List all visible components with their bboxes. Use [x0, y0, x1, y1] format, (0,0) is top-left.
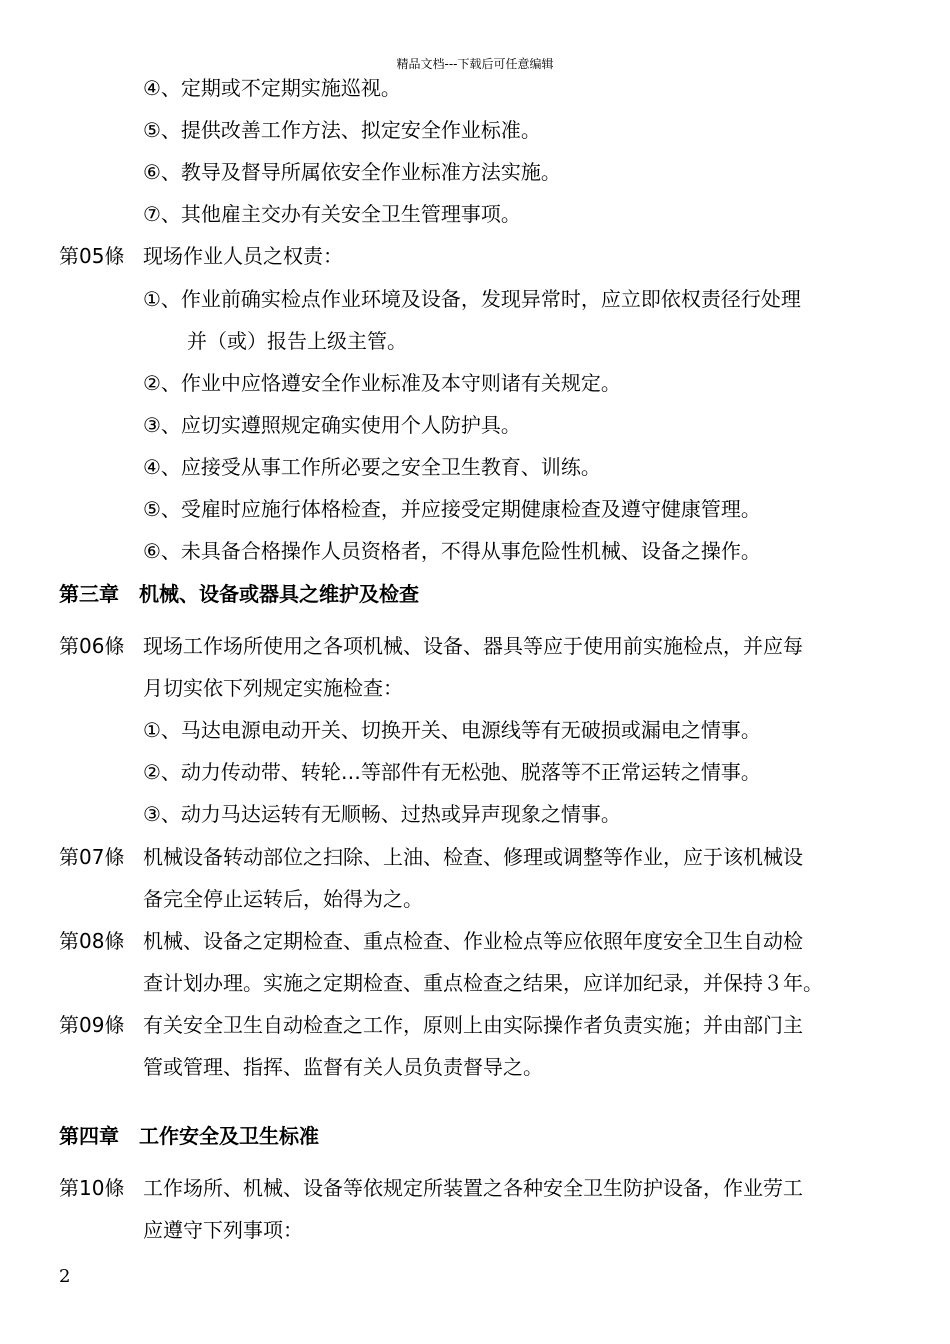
- article-text: 管或管理、指挥、监督有关人员负责督导之。: [143, 1055, 543, 1079]
- article-number: 第08條: [59, 929, 125, 953]
- chapter-title: 机械、设备或器具之维护及检查: [139, 582, 419, 606]
- article-text: 备完全停止运转后，始得为之。: [143, 887, 423, 911]
- page-header: 精品文档---下载后可任意编辑: [396, 57, 554, 71]
- chapter-number: 第四章: [59, 1124, 119, 1148]
- list-item: ②、动力传动带、转轮…等部件有无松弛、脱落等不正常运转之情事。: [143, 760, 761, 784]
- list-item: ⑥、教导及督导所属依安全作业标准方法实施。: [143, 160, 561, 184]
- list-item: ③、应切实遵照规定确实使用个人防护具。: [143, 413, 521, 437]
- list-item-continuation: 并（或）报告上级主管。: [187, 329, 407, 353]
- article-text: 机械、设备之定期检查、重点检查、作业检点等应依照年度安全卫生自动检: [143, 929, 803, 953]
- article-number: 第05條: [59, 244, 125, 268]
- list-item: ⑥、未具备合格操作人员资格者，不得从事危险性机械、设备之操作。: [143, 539, 761, 563]
- article-text: 现场工作场所使用之各项机械、设备、器具等应于使用前实施检点，并应每: [143, 634, 803, 658]
- article-text: 有关安全卫生自动检查之工作，原则上由实际操作者负责实施；并由部门主: [143, 1013, 803, 1037]
- list-item: ⑤、受雇时应施行体格检查，并应接受定期健康检查及遵守健康管理。: [143, 497, 761, 521]
- list-item: ⑦、其他雇主交办有关安全卫生管理事项。: [143, 202, 521, 226]
- chapter-heading: [59, 582, 419, 606]
- list-item: ③、动力马达运转有无顺畅、过热或异声现象之情事。: [143, 802, 621, 826]
- article-text: 应遵守下列事项：: [143, 1218, 303, 1242]
- list-item: ①、马达电源电动开关、切换开关、电源线等有无破损或漏电之情事。: [143, 718, 761, 742]
- list-item: ①、作业前确实检点作业环境及设备，发现异常时，应立即依权责径行处理: [143, 287, 801, 311]
- chapter-title: 工作安全及卫生标准: [139, 1124, 319, 1148]
- list-item: ⑤、提供改善工作方法、拟定安全作业标准。: [143, 118, 541, 142]
- article-text: 查计划办理。实施之定期检查、重点检查之结果，应详加纪录，并保持３年。: [143, 971, 823, 995]
- list-item: ②、作业中应恪遵安全作业标准及本守则诸有关规定。: [143, 371, 621, 395]
- article-title: 现场作业人员之权责：: [143, 244, 343, 268]
- article-number: 第10條: [59, 1176, 125, 1200]
- chapter-heading: [59, 1124, 319, 1148]
- article-number: 第06條: [59, 634, 125, 658]
- article-number: 第07條: [59, 845, 125, 869]
- list-item: ④、定期或不定期实施巡视。: [143, 76, 401, 100]
- article-text: 工作场所、机械、设备等依规定所装置之各种安全卫生防护设备，作业劳工: [143, 1176, 803, 1200]
- list-item: ④、应接受从事工作所必要之安全卫生教育、训练。: [143, 455, 601, 479]
- article-text: 机械设备转动部位之扫除、上油、检查、修理或调整等作业，应于该机械设: [143, 845, 803, 869]
- article-text: 月切实依下列规定实施检查：: [143, 676, 403, 700]
- chapter-number: 第三章: [59, 582, 119, 606]
- article-number: 第09條: [59, 1013, 125, 1037]
- page-number: 2: [59, 1266, 71, 1287]
